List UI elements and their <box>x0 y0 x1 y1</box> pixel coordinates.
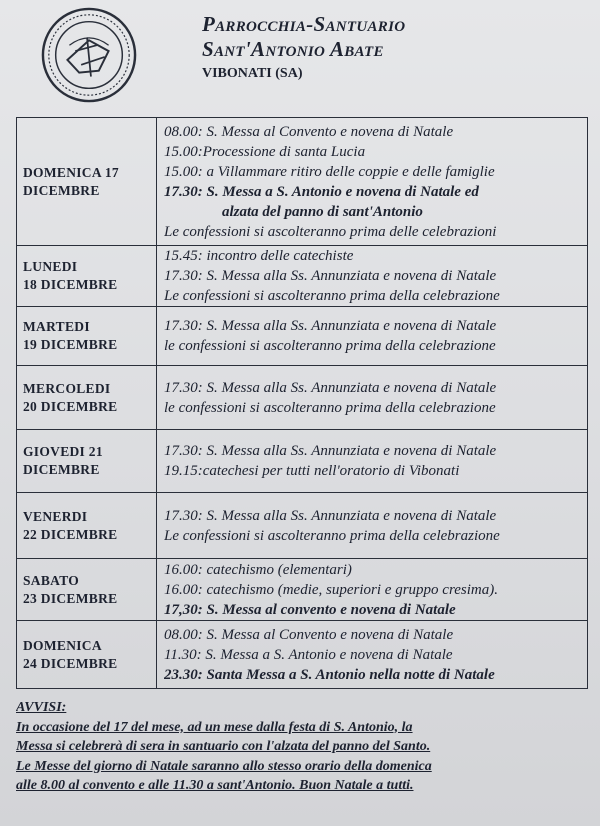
events-cell <box>157 621 588 689</box>
events-cell <box>157 118 588 246</box>
event-line: 19.15:catechesi per tutti nell'oratorio di Vibonati <box>164 463 460 479</box>
schedule-row <box>17 493 588 559</box>
event-line: 17.30: S. Messa alla Ss. Annunziata e novena di Natale <box>164 318 497 334</box>
day-label: DOMENICA 17 <box>23 164 119 180</box>
header-title-line1: Parrocchia-Santuario <box>202 12 406 36</box>
event-line: 08.00: S. Messa al Convento e novena di Natale <box>164 626 454 643</box>
schedule-row <box>17 621 588 689</box>
header-title-line2: Sant'Antonio Abate <box>202 37 384 61</box>
events-cell <box>157 430 588 493</box>
event-line: 23.30: Santa Messa a S. Antonio nella notte di Natale <box>164 666 495 683</box>
day-cell <box>17 559 157 621</box>
parish-seal-icon <box>40 6 138 104</box>
day-cell <box>17 621 157 689</box>
event-line: Le confessioni si ascolteranno prima della celebrazione <box>164 288 500 304</box>
event-line: 17.30: S. Messa alla Ss. Annunziata e novena di Natale <box>164 379 497 396</box>
event-line: le confessioni si ascolteranno prima della celebrazione <box>164 399 496 416</box>
schedule-row <box>17 366 588 430</box>
day-label: GIOVEDI 21 <box>23 444 103 459</box>
event-line: 15.45: incontro delle catechiste <box>164 248 354 264</box>
day-label: MERCOLEDI <box>23 380 111 396</box>
schedule-row <box>17 118 588 246</box>
day-label: 18 DICEMBRE <box>23 277 118 292</box>
parish-header <box>202 12 582 83</box>
event-line: Le confessioni si ascolteranno prima delle celebrazioni <box>164 223 497 240</box>
events-cell <box>157 246 588 307</box>
notices-block <box>16 698 588 796</box>
event-line: alzata del panno di sant'Antonio <box>222 203 423 220</box>
schedule-row <box>17 246 588 307</box>
schedule-row <box>17 559 588 621</box>
notice-line: Messa si celebrerà di sera in santuario con l'alzata del panno del Santo. <box>16 739 431 754</box>
events-cell <box>157 493 588 559</box>
events-cell <box>157 307 588 366</box>
events-cell <box>157 559 588 621</box>
header-location: VIBONATI (SA) <box>202 66 303 81</box>
day-cell <box>17 118 157 246</box>
day-label: 22 DICEMBRE <box>23 526 118 542</box>
event-line: 17.30: S. Messa a S. Antonio e novena di Natale ed <box>164 183 479 200</box>
schedule-row <box>17 430 588 493</box>
notices-heading: AVVISI: <box>16 700 67 715</box>
event-line: 08.00: S. Messa al Convento e novena di Natale <box>164 123 454 140</box>
notice-line: Le Messe del giorno di Natale saranno allo stesso orario della domenica <box>16 758 432 774</box>
event-line: 17.30: S. Messa alla Ss. Annunziata e novena di Natale <box>164 507 497 524</box>
event-line: 16.00: catechismo (elementari) <box>164 561 352 578</box>
day-cell <box>17 307 157 366</box>
day-label: 20 DICEMBRE <box>23 398 118 414</box>
day-cell <box>17 493 157 559</box>
event-line: Le confessioni si ascolteranno prima della celebrazione <box>164 527 500 544</box>
event-line: 17,30: S. Messa al convento e novena di Natale <box>164 601 456 618</box>
day-label: VENERDI <box>23 508 88 524</box>
notice-line: In occasione del 17 del mese, ad un mese dalla festa di S. Antonio, la <box>16 719 413 735</box>
day-label: DOMENICA <box>23 637 102 653</box>
event-line: 17.30: S. Messa alla Ss. Annunziata e novena di Natale <box>164 268 497 284</box>
day-label: 23 DICEMBRE <box>23 590 118 606</box>
day-cell <box>17 430 157 493</box>
day-cell <box>17 246 157 307</box>
day-label: 19 DICEMBRE <box>23 337 118 352</box>
notice-line: alle 8.00 al convento e alle 11.30 a sant'Antonio. Buon Natale a tutti. <box>16 778 414 793</box>
event-line: 11.30: S. Messa a S. Antonio e novena di Natale <box>164 646 453 663</box>
event-line: 15.00:Processione di santa Lucia <box>164 143 366 160</box>
event-line: le confessioni si ascolteranno prima della celebrazione <box>164 338 496 354</box>
day-label: 24 DICEMBRE <box>23 655 118 671</box>
day-label: MARTEDI <box>23 319 90 334</box>
day-label: SABATO <box>23 572 80 588</box>
day-cell <box>17 366 157 430</box>
event-line: 16.00: catechismo (medie, superiori e gruppo cresima). <box>164 581 498 598</box>
event-line: 17.30: S. Messa alla Ss. Annunziata e novena di Natale <box>164 443 497 459</box>
day-label: LUNEDI <box>23 259 78 274</box>
day-label: DICEMBRE <box>23 182 100 198</box>
schedule-table <box>16 117 588 689</box>
schedule-row <box>17 307 588 366</box>
events-cell <box>157 366 588 430</box>
day-label: DICEMBRE <box>23 462 100 477</box>
event-line: 15.00: a Villammare ritiro delle coppie e delle famiglie <box>164 163 495 180</box>
